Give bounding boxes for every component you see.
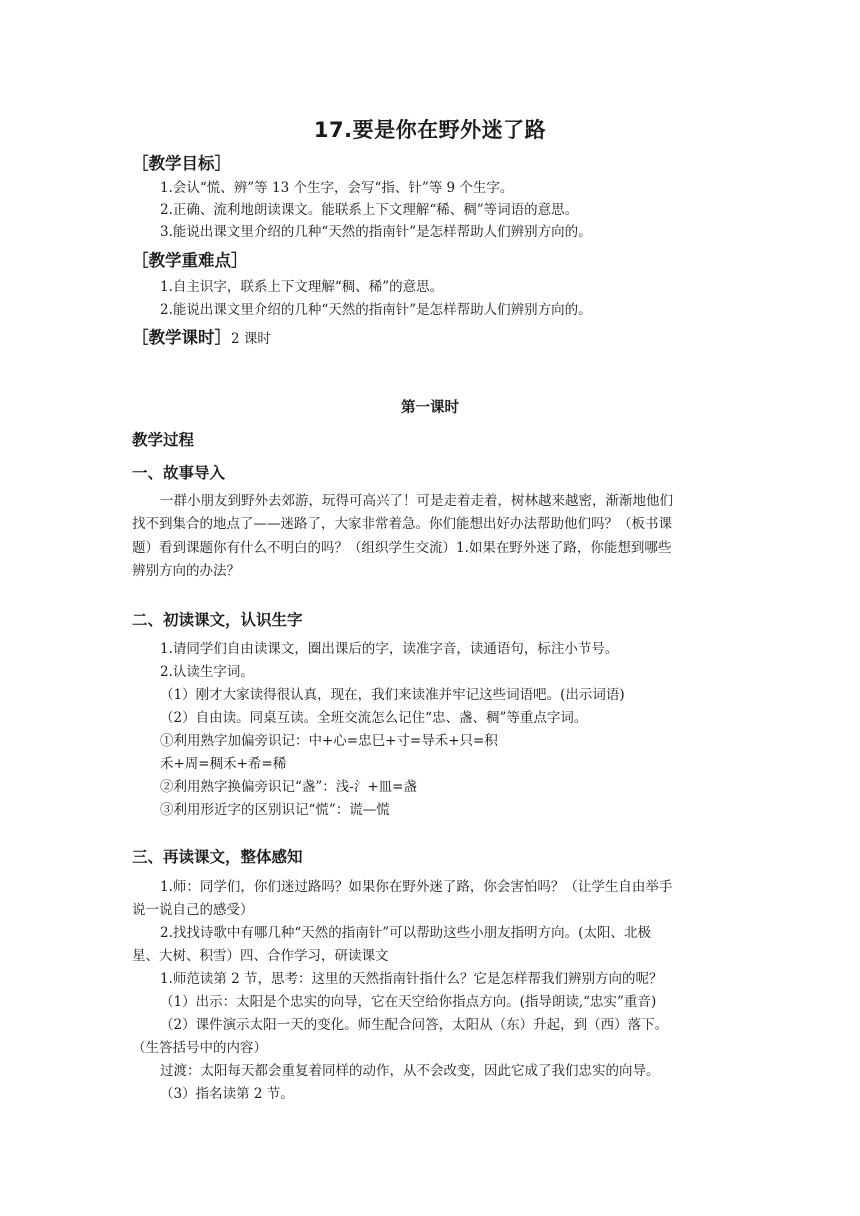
section2-line: 1.请同学们自由读课文，圈出课后的字，读准字音，读通语句，标注小节号。	[160, 641, 619, 657]
keypoints-item: 1.自主识字，联系上下文理解“稠、稀”的意思。	[160, 279, 444, 295]
section3-line: 1.师：同学们，你们迷过路吗？如果你在野外迷了路，你会害怕吗？（让学生自由举手	[160, 879, 673, 895]
goals-heading: ［教学目标］	[132, 154, 231, 173]
section1-line: 题）看到课题你有什么不明白的吗？（组织学生交流）1.如果在野外迷了路，你能想到哪些	[132, 540, 672, 556]
section3-line: 1.师范读第 2 节，思考：这里的天然指南针指什么？它是怎样帮我们辨别方向的呢？	[160, 971, 663, 987]
goals-item: 2.正确、流利地朗读课文。能联系上下文理解“稀、稠”等词语的意思。	[160, 202, 579, 218]
section3-line: （1）出示：太阳是个忠实的向导，它在天空给你指点方向。(指导朗读,“忠实”重音)	[160, 994, 657, 1010]
keypoints-heading: ［教学重难点］	[132, 251, 248, 270]
hours-value: 2 课时	[231, 331, 271, 347]
section2-line: ③利用形近字的区别识记“慌”：谎—慌	[160, 802, 390, 818]
section3-line: 星、大树、积雪）四、合作学习，研读课文	[132, 948, 389, 964]
page-title: 17.要是你在野外迷了路	[313, 118, 547, 142]
hours-heading: ［教学课时］	[132, 328, 231, 347]
section2-line: （1）刚才大家读得很认真，现在，我们来读准并牢记这些词语吧。(出示词语)	[160, 687, 625, 703]
section2-line: （2）自由读。同桌互读。全班交流怎么记住“忠、盏、稠”等重点字词。	[160, 710, 588, 726]
section2-line: 2.认读生字词。	[160, 664, 254, 680]
hours-line	[132, 324, 271, 348]
section3-line: 说一说自己的感受）	[132, 902, 254, 918]
keypoints-item: 2.能说出课文里介绍的几种“天然的指南针”是怎样帮助人们辨别方向的。	[160, 302, 592, 318]
goals-item: 1.会认“慌、辨”等 13 个生字，会写“指、针”等 9 个生字。	[160, 180, 514, 196]
section2-heading: 二、初读课文，认识生字	[132, 611, 303, 629]
process-heading: 教学过程	[132, 431, 195, 449]
section1-line: 辨别方向的办法？	[132, 563, 240, 579]
section1-line: 找不到集合的地点了——迷路了，大家非常着急。你们能想出好办法帮助他们吗？（板书课	[132, 516, 672, 532]
section2-line: ②利用熟字换偏旁识记“盏”：浅-氵+皿=盏	[160, 779, 417, 795]
section2-line: ①利用熟字加偏旁识记：中+心=忠巳+寸=导禾+只=积	[160, 733, 498, 749]
section1-heading: 一、故事导入	[132, 464, 226, 482]
section3-line: （2）课件演示太阳一天的变化。师生配合问答，太阳从（东）升起，到（西）落下。	[160, 1017, 669, 1033]
section3-line: 过渡：太阳每天都会重复着同样的动作，从不会改变，因此它成了我们忠实的向导。	[160, 1063, 660, 1079]
section3-line: 2.找找诗歌中有哪几种“天然的指南针”可以帮助这些小朋友指明方向。(太阳、北极	[160, 925, 651, 941]
section1-line: 一群小朋友到野外去郊游，玩得可高兴了！可是走着走着，树林越来越密，渐渐地他们	[160, 493, 673, 509]
section3-line: （生答括号中的内容）	[132, 1040, 267, 1056]
section3-line: （3）指名读第 2 节。	[160, 1086, 294, 1102]
section2-line: 禾+周=稠禾+希=稀	[160, 756, 287, 772]
goals-item: 3.能说出课文里介绍的几种“天然的指南针”是怎样帮助人们辨别方向的。	[160, 224, 592, 240]
lesson-title: 第一课时	[401, 400, 459, 416]
section3-heading: 三、再读课文，整体感知	[132, 848, 303, 866]
